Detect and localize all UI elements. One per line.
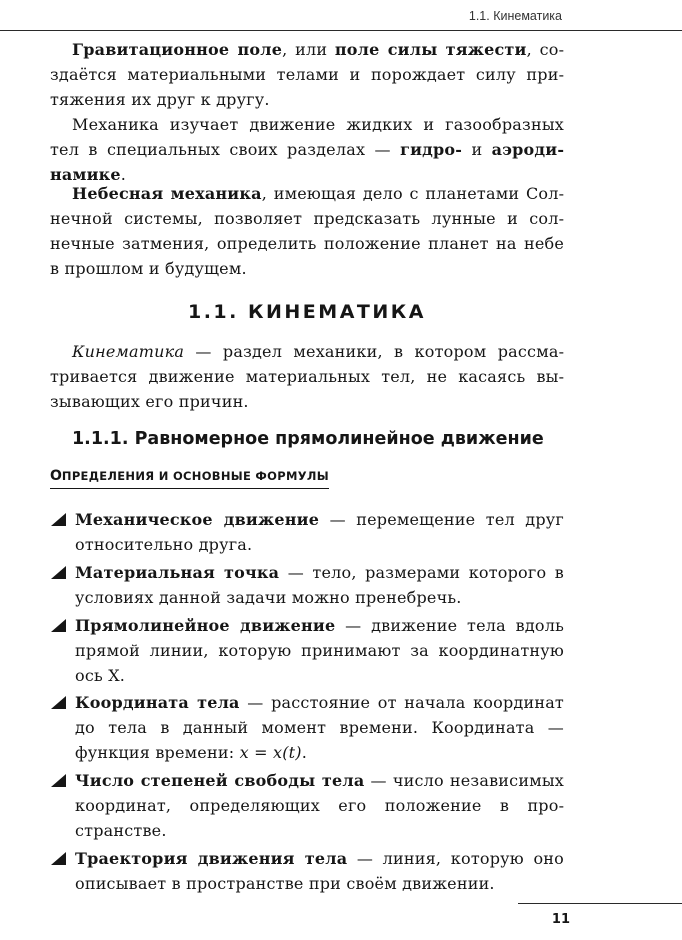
page-number: 11	[551, 912, 570, 927]
intro-paragraph-gravity: Гравитационное поле, или поле силы тяжести, создаётся материальными телами и порождает силу притяжения их друг к другу.	[50, 40, 564, 109]
definition-item: Прямолинейное движение — движение тела вдоль прямой линии, которую принимают за координатную ось X.	[50, 613, 564, 688]
term-hydro: гидро-	[400, 140, 463, 159]
intro-paragraph-fluids: Механика изучает движение жидких и газообразных тел в специальных своих разделах — гидро- и аэродинамике.	[50, 115, 564, 184]
definition-item: Механическое движение — перемещение тел друг относительно друга.	[50, 507, 564, 557]
definition-term: Траектория движения тела	[75, 849, 348, 868]
definition-term: Координата тела	[75, 693, 240, 712]
definition-term: Материальная точка	[75, 563, 280, 582]
footer-rule	[518, 903, 682, 904]
header-rule	[0, 30, 682, 31]
definition-term: Прямолинейное движение	[75, 616, 336, 635]
triangle-bullet-icon	[51, 852, 66, 865]
triangle-bullet-icon	[51, 619, 66, 632]
triangle-bullet-icon	[51, 696, 66, 709]
definition-term: Механическое движение	[75, 510, 320, 529]
definition-item: Материальная точка — тело, размерами которого в условиях данной задачи можно пренебречь.	[50, 560, 564, 610]
triangle-bullet-icon	[51, 566, 66, 579]
definition-item: Траектория движения тела — линия, которую оно описывает в пространстве при своём движении.	[50, 846, 564, 896]
section-title: 1.1. КИНЕМАТИКА	[187, 301, 426, 323]
term-aerodynamics: аэродинамике	[50, 140, 564, 184]
definition-item: Число степеней свободы тела — число независимых координат, определяющих его положение в пространстве.	[50, 768, 564, 843]
term-kinematics: Кинематика	[72, 342, 185, 361]
subsection-title: 1.1.1. Равномерное прямолинейное движение	[72, 429, 544, 449]
triangle-bullet-icon	[51, 774, 66, 787]
term-gravitational-field: Гравитационное поле	[72, 40, 283, 59]
definition-item: Координата тела — расстояние от начала координат до тела в данный момент времени. Координата — функция времени: x = x(t).	[50, 690, 564, 765]
term-gravity-field: поле силы тяжести	[334, 40, 527, 59]
running-head: 1.1. Кинематика	[468, 9, 562, 23]
kinematics-lead-paragraph: Кинематика — раздел механики, в котором рассматривается движение материальных тел, не касаясь вызывающих его причин.	[50, 342, 564, 411]
definitions-heading: ОПРЕДЕЛЕНИЯ И ОСНОВНЫЕ ФОРМУЛЫ	[50, 468, 329, 489]
triangle-bullet-icon	[51, 513, 66, 526]
term-celestial-mechanics: Небесная механика	[72, 184, 262, 203]
intro-paragraph-celestial: Небесная механика, имеющая дело с планетами Солнечной системы, позволяет предсказать лунные и солнечные затмения, определить положение планет на небе в прошлом и будущем.	[50, 184, 564, 278]
definition-term: Число степеней свободы тела	[75, 771, 365, 790]
formula-coordinate: x = x(t)	[239, 743, 302, 762]
